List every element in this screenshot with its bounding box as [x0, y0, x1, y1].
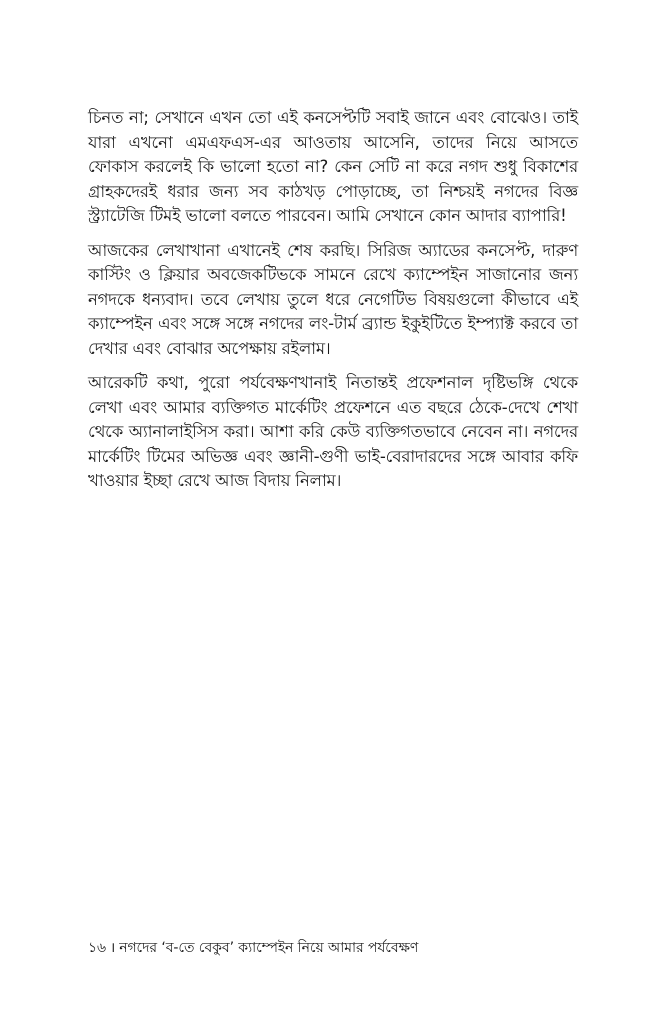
footer-separator: । — [110, 940, 116, 956]
page-footer — [88, 938, 418, 958]
paragraph-3: আরেকটি কথা, পুরো পর্যবেক্ষণখানাই নিতান্তই প্রফেশনাল দৃষ্টিভঙ্গি থেকে লেখা এবং আমার ব্যক্তিগত মার্কেটিং প্রফেশনে এত বছরে ঠেকে-দেখে শেখা থেকে অ্যানালাইসিস করা। আশা করি কেউ ব্যক্তিগতভাবে নেবেন না। নগদের মার্কেটিং টিমের অভিজ্ঞ এবং জ্ঞানী-গুণী ভাই-বেরাদারদের সঙ্গে আবার কফি খাওয়ার ইচ্ছা রেখে আজ বিদায় নিলাম। — [88, 373, 578, 490]
page-body — [88, 106, 578, 504]
paragraph-2: আজকের লেখাখানা এখানেই শেষ করছি। সিরিজ অ্যাডের কনসেপ্ট, দারুণ কাস্টিং ও ক্লিয়ার অবজেকটিভকে সামনে রেখে ক্যাম্পেইন সাজানোর জন্য নগদকে ধন্যবাদ। তবে লেখায় তুলে ধরে নেগেটিভ বিষয়গুলো কীভাবে এই ক্যাম্পেইন এবং সঙ্গে সঙ্গে নগদের লং-টার্ম ব্র্যান্ড ইকুইটিতে ইম্প্যাক্ট করবে তা দেখার এবং বোঝার অপেক্ষায় রইলাম। — [88, 240, 578, 358]
running-title: নগদের ‘ব-তে বেকুব’ ক্যাম্পেইন নিয়ে আমার পর্যবেক্ষণ — [119, 940, 419, 956]
paragraph-1: চিনত না; সেখানে এখন তো এই কনসেপ্টটি সবাই জানে এবং বোঝেও। তাই যারা এখনো এমএফএস-এর আওতায় আসেনি, তাদের নিয়ে আসতে ফোকাস করলেই কি ভালো হতো না? কেন সেটি না করে নগদ শুধু বিকাশের গ্রাহকদেরই ধরার জন্য সব কাঠখড় পোড়াচ্ছে, তা নিশ্চয়ই নগদের বিজ্ঞ স্ট্র্যাটেজি টিমই ভালো বলতে পারবেন। আমি সেখানে কোন আদার ব্যাপারি! — [88, 108, 578, 225]
page-number: ১৬ — [88, 940, 106, 956]
